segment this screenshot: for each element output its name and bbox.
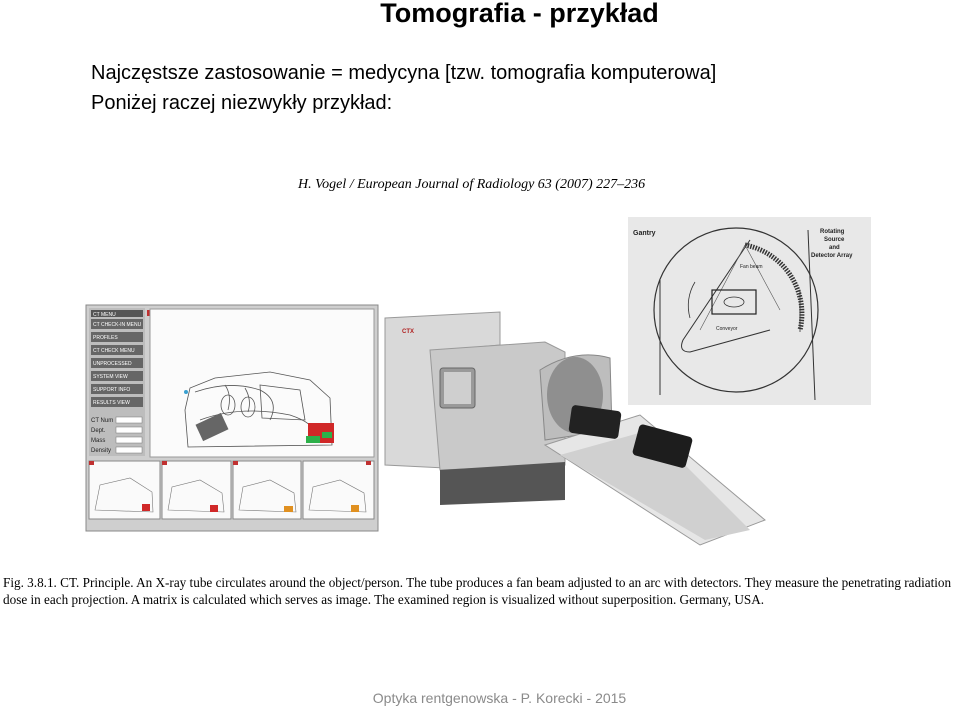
- screen-menu-item: SYSTEM VIEW: [93, 374, 128, 380]
- slide-title: Tomografia - przykład: [380, 0, 659, 28]
- svg-text:CT Num: CT Num: [91, 418, 114, 424]
- rotating-label-4: Detector Array: [811, 253, 853, 259]
- svg-text:Mass: Mass: [91, 438, 106, 444]
- rotating-label-1: Rotating: [820, 229, 845, 235]
- thumbnail-strip: [89, 461, 374, 519]
- fan-beam-label: Fan beam: [740, 264, 763, 270]
- gantry-label: Gantry: [633, 230, 656, 237]
- screen-menu-item: PROFILES: [93, 335, 118, 341]
- svg-text:Density: Density: [91, 448, 112, 454]
- screen-menu-item: UNPROCESSED: [93, 361, 132, 367]
- conveyor-label: Conveyor: [716, 326, 738, 332]
- screen-menu-item: SUPPORT INFO: [93, 387, 131, 393]
- gantry-diagram: [628, 217, 871, 405]
- body-line-1: Najczęstsze zastosowanie = medycyna [tzw. tomografia komputerowa]: [91, 62, 717, 84]
- figure-caption: Fig. 3.8.1. CT. Principle. An X-ray tube circulates around the object/person. The tube produces a fan beam adjusted to an arc with detectors. They measure the penetrating radiation dose in each projection. A matrix is calculated which serves as image. The examined region is visualized without superposition. Germany, USA.: [3, 575, 952, 607]
- rotating-label-2: Source: [824, 237, 845, 243]
- figure-citation: H. Vogel / European Journal of Radiology 63 (2007) 227–236: [298, 177, 646, 192]
- ct-scanner-figure: [0, 205, 959, 555]
- screen-menu: [91, 319, 143, 407]
- screen-menu-header: CT MENU: [93, 312, 116, 318]
- screen-menu-item: CT CHECK MENU: [93, 348, 135, 354]
- screen-menu-item: RESULTS VIEW: [93, 400, 130, 406]
- slide-footer: Optyka rentgenowska - P. Korecki - 2015: [372, 690, 627, 706]
- screen-menu-item: CT CHECK-IN MENU: [93, 322, 142, 328]
- operator-screen: [86, 305, 378, 531]
- rotating-label-3: and: [829, 245, 840, 251]
- body-line-2: Poniżej raczej niezwykły przykład:: [91, 92, 393, 114]
- svg-text:Dept.: Dept.: [91, 428, 106, 434]
- svg-text:CTX: CTX: [402, 329, 414, 335]
